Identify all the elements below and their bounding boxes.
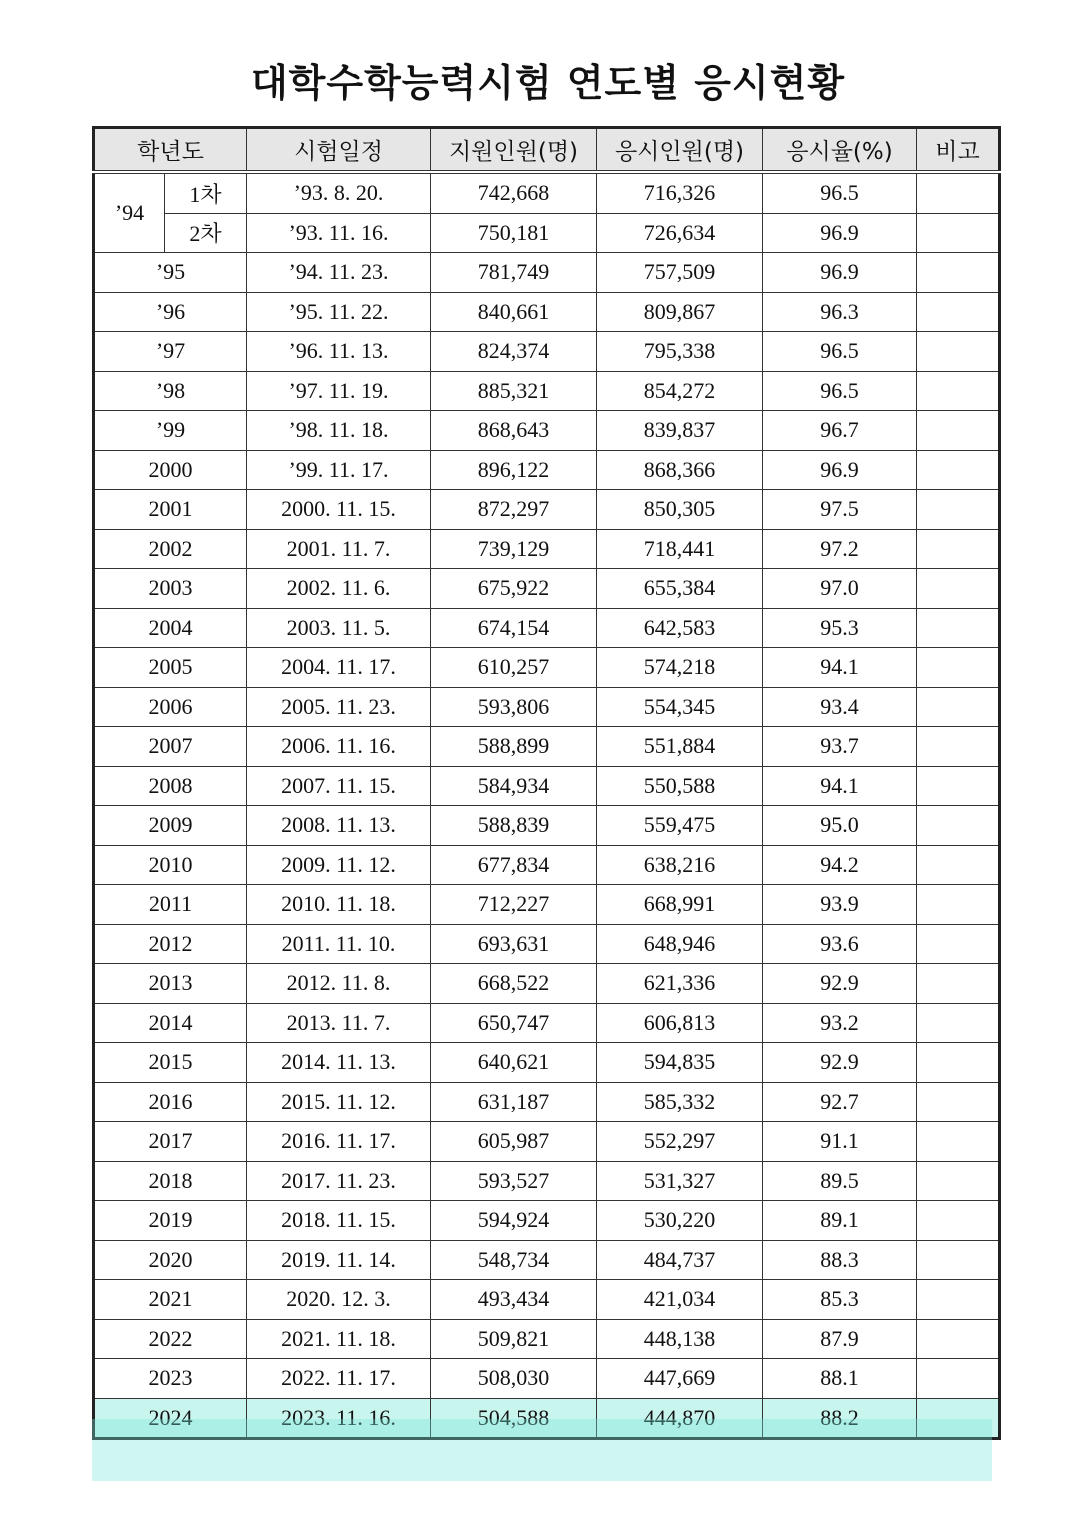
date-cell: 2000. 11. 15. bbox=[247, 490, 431, 530]
note-cell bbox=[917, 213, 1000, 253]
rate-cell: 96.7 bbox=[763, 411, 917, 451]
table-row bbox=[94, 1082, 1000, 1122]
note-cell bbox=[917, 1201, 1000, 1241]
year-cell: 2013 bbox=[94, 964, 247, 1004]
table-row bbox=[94, 1201, 1000, 1241]
date-cell: ’93. 11. 16. bbox=[247, 213, 431, 253]
year-cell: ’99 bbox=[94, 411, 247, 451]
date-cell: 2010. 11. 18. bbox=[247, 885, 431, 925]
examinees-cell: 552,297 bbox=[597, 1122, 763, 1162]
note-cell bbox=[917, 885, 1000, 925]
examinees-cell: 638,216 bbox=[597, 845, 763, 885]
note-cell bbox=[917, 332, 1000, 372]
header-examinees: 응시인원(명) bbox=[597, 128, 763, 173]
date-cell: ’99. 11. 17. bbox=[247, 450, 431, 490]
note-cell bbox=[917, 766, 1000, 806]
applicants-cell: 840,661 bbox=[431, 292, 597, 332]
note-cell bbox=[917, 964, 1000, 1004]
rate-cell: 91.1 bbox=[763, 1122, 917, 1162]
rate-cell: 94.2 bbox=[763, 845, 917, 885]
rate-cell: 89.1 bbox=[763, 1201, 917, 1241]
table-row bbox=[94, 569, 1000, 609]
date-cell: 2021. 11. 18. bbox=[247, 1319, 431, 1359]
examinees-cell: 530,220 bbox=[597, 1201, 763, 1241]
year-cell: ’95 bbox=[94, 253, 247, 293]
note-cell bbox=[917, 529, 1000, 569]
applicants-cell: 885,321 bbox=[431, 371, 597, 411]
header-rate: 응시율(%) bbox=[763, 128, 917, 173]
applicants-cell: 588,899 bbox=[431, 727, 597, 767]
applicants-cell: 631,187 bbox=[431, 1082, 597, 1122]
rate-cell: 93.6 bbox=[763, 924, 917, 964]
examinees-cell: 444,870 bbox=[597, 1398, 763, 1439]
applicants-cell: 548,734 bbox=[431, 1240, 597, 1280]
date-cell: 2008. 11. 13. bbox=[247, 806, 431, 846]
examinees-cell: 642,583 bbox=[597, 608, 763, 648]
rate-cell: 97.2 bbox=[763, 529, 917, 569]
examinees-cell: 606,813 bbox=[597, 1003, 763, 1043]
exam-stats-table bbox=[92, 126, 1001, 1440]
note-cell bbox=[917, 1043, 1000, 1083]
rate-cell: 97.0 bbox=[763, 569, 917, 609]
table-row bbox=[94, 529, 1000, 569]
rate-cell: 95.0 bbox=[763, 806, 917, 846]
date-cell: 2017. 11. 23. bbox=[247, 1161, 431, 1201]
table-row bbox=[94, 1398, 1000, 1439]
examinees-cell: 484,737 bbox=[597, 1240, 763, 1280]
rate-cell: 92.9 bbox=[763, 1043, 917, 1083]
date-cell: 2019. 11. 14. bbox=[247, 1240, 431, 1280]
year-cell: 2000 bbox=[94, 450, 247, 490]
applicants-cell: 509,821 bbox=[431, 1319, 597, 1359]
round-cell: 2차 bbox=[165, 213, 247, 253]
date-cell: 2013. 11. 7. bbox=[247, 1003, 431, 1043]
table-row bbox=[94, 885, 1000, 925]
examinees-cell: 716,326 bbox=[597, 172, 763, 213]
examinees-cell: 839,837 bbox=[597, 411, 763, 451]
note-cell bbox=[917, 1082, 1000, 1122]
year-cell: 2020 bbox=[94, 1240, 247, 1280]
year-cell: 2009 bbox=[94, 806, 247, 846]
rate-cell: 96.3 bbox=[763, 292, 917, 332]
rate-cell: 96.9 bbox=[763, 253, 917, 293]
note-cell bbox=[917, 806, 1000, 846]
note-cell bbox=[917, 411, 1000, 451]
table-row bbox=[94, 1043, 1000, 1083]
table-row bbox=[94, 1003, 1000, 1043]
examinees-cell: 585,332 bbox=[597, 1082, 763, 1122]
table-row bbox=[94, 292, 1000, 332]
round-cell: 1차 bbox=[165, 172, 247, 213]
table-row bbox=[94, 845, 1000, 885]
year-cell: ’94 bbox=[94, 172, 165, 253]
applicants-cell: 493,434 bbox=[431, 1280, 597, 1320]
table-row bbox=[94, 450, 1000, 490]
examinees-cell: 850,305 bbox=[597, 490, 763, 530]
rate-cell: 97.5 bbox=[763, 490, 917, 530]
date-cell: 2006. 11. 16. bbox=[247, 727, 431, 767]
header-grade-year: 학년도 bbox=[94, 128, 247, 173]
note-cell bbox=[917, 727, 1000, 767]
year-cell: ’98 bbox=[94, 371, 247, 411]
note-cell bbox=[917, 450, 1000, 490]
examinees-cell: 531,327 bbox=[597, 1161, 763, 1201]
note-cell bbox=[917, 292, 1000, 332]
applicants-cell: 588,839 bbox=[431, 806, 597, 846]
note-cell bbox=[917, 1161, 1000, 1201]
examinees-cell: 559,475 bbox=[597, 806, 763, 846]
rate-cell: 96.9 bbox=[763, 213, 917, 253]
year-cell: 2023 bbox=[94, 1359, 247, 1399]
applicants-cell: 508,030 bbox=[431, 1359, 597, 1399]
date-cell: 2007. 11. 15. bbox=[247, 766, 431, 806]
table-row bbox=[94, 253, 1000, 293]
examinees-cell: 594,835 bbox=[597, 1043, 763, 1083]
year-cell: 2014 bbox=[94, 1003, 247, 1043]
year-cell: 2010 bbox=[94, 845, 247, 885]
applicants-cell: 896,122 bbox=[431, 450, 597, 490]
year-cell: 2024 bbox=[94, 1398, 247, 1439]
applicants-cell: 594,924 bbox=[431, 1201, 597, 1241]
applicants-cell: 640,621 bbox=[431, 1043, 597, 1083]
date-cell: ’97. 11. 19. bbox=[247, 371, 431, 411]
note-cell bbox=[917, 845, 1000, 885]
applicants-cell: 593,806 bbox=[431, 687, 597, 727]
year-cell: 2017 bbox=[94, 1122, 247, 1162]
applicants-cell: 693,631 bbox=[431, 924, 597, 964]
year-cell: 2002 bbox=[94, 529, 247, 569]
year-cell: 2004 bbox=[94, 608, 247, 648]
date-cell: 2011. 11. 10. bbox=[247, 924, 431, 964]
year-cell: ’96 bbox=[94, 292, 247, 332]
examinees-cell: 668,991 bbox=[597, 885, 763, 925]
date-cell: 2002. 11. 6. bbox=[247, 569, 431, 609]
table-row bbox=[94, 924, 1000, 964]
applicants-cell: 610,257 bbox=[431, 648, 597, 688]
note-cell bbox=[917, 172, 1000, 213]
header-exam-date: 시험일정 bbox=[247, 128, 431, 173]
applicants-cell: 675,922 bbox=[431, 569, 597, 609]
date-cell: ’94. 11. 23. bbox=[247, 253, 431, 293]
applicants-cell: 674,154 bbox=[431, 608, 597, 648]
note-cell bbox=[917, 371, 1000, 411]
note-cell bbox=[917, 1280, 1000, 1320]
note-cell bbox=[917, 253, 1000, 293]
date-cell: 2020. 12. 3. bbox=[247, 1280, 431, 1320]
applicants-cell: 677,834 bbox=[431, 845, 597, 885]
rate-cell: 94.1 bbox=[763, 766, 917, 806]
rate-cell: 93.7 bbox=[763, 727, 917, 767]
applicants-cell: 605,987 bbox=[431, 1122, 597, 1162]
applicants-cell: 868,643 bbox=[431, 411, 597, 451]
applicants-cell: 504,588 bbox=[431, 1398, 597, 1439]
table-row bbox=[94, 964, 1000, 1004]
applicants-cell: 750,181 bbox=[431, 213, 597, 253]
table-row bbox=[94, 490, 1000, 530]
table-row bbox=[94, 172, 1000, 213]
year-cell: 2007 bbox=[94, 727, 247, 767]
rate-cell: 92.9 bbox=[763, 964, 917, 1004]
date-cell: ’95. 11. 22. bbox=[247, 292, 431, 332]
table-row bbox=[94, 371, 1000, 411]
rate-cell: 92.7 bbox=[763, 1082, 917, 1122]
table-row bbox=[94, 1161, 1000, 1201]
examinees-cell: 621,336 bbox=[597, 964, 763, 1004]
applicants-cell: 739,129 bbox=[431, 529, 597, 569]
rate-cell: 94.1 bbox=[763, 648, 917, 688]
note-cell bbox=[917, 1122, 1000, 1162]
applicants-cell: 781,749 bbox=[431, 253, 597, 293]
examinees-cell: 868,366 bbox=[597, 450, 763, 490]
note-cell bbox=[917, 1319, 1000, 1359]
table-row bbox=[94, 766, 1000, 806]
table-row bbox=[94, 332, 1000, 372]
examinees-cell: 574,218 bbox=[597, 648, 763, 688]
note-cell bbox=[917, 1240, 1000, 1280]
year-cell: 2012 bbox=[94, 924, 247, 964]
examinees-cell: 448,138 bbox=[597, 1319, 763, 1359]
rate-cell: 85.3 bbox=[763, 1280, 917, 1320]
examinees-cell: 554,345 bbox=[597, 687, 763, 727]
rate-cell: 93.4 bbox=[763, 687, 917, 727]
header-note: 비고 bbox=[917, 128, 1000, 173]
rate-cell: 95.3 bbox=[763, 608, 917, 648]
note-cell bbox=[917, 687, 1000, 727]
applicants-cell: 650,747 bbox=[431, 1003, 597, 1043]
table-row bbox=[94, 687, 1000, 727]
table-row bbox=[94, 1122, 1000, 1162]
date-cell: 2001. 11. 7. bbox=[247, 529, 431, 569]
examinees-cell: 726,634 bbox=[597, 213, 763, 253]
table-row bbox=[94, 806, 1000, 846]
year-cell: 2016 bbox=[94, 1082, 247, 1122]
date-cell: 2005. 11. 23. bbox=[247, 687, 431, 727]
note-cell bbox=[917, 490, 1000, 530]
rate-cell: 96.5 bbox=[763, 172, 917, 213]
date-cell: 2004. 11. 17. bbox=[247, 648, 431, 688]
note-cell bbox=[917, 608, 1000, 648]
note-cell bbox=[917, 1359, 1000, 1399]
date-cell: 2015. 11. 12. bbox=[247, 1082, 431, 1122]
applicants-cell: 584,934 bbox=[431, 766, 597, 806]
year-cell: 2001 bbox=[94, 490, 247, 530]
examinees-cell: 421,034 bbox=[597, 1280, 763, 1320]
rate-cell: 93.2 bbox=[763, 1003, 917, 1043]
year-cell: 2019 bbox=[94, 1201, 247, 1241]
rate-cell: 89.5 bbox=[763, 1161, 917, 1201]
date-cell: 2016. 11. 17. bbox=[247, 1122, 431, 1162]
examinees-cell: 655,384 bbox=[597, 569, 763, 609]
year-cell: ’97 bbox=[94, 332, 247, 372]
applicants-cell: 742,668 bbox=[431, 172, 597, 213]
date-cell: 2023. 11. 16. bbox=[247, 1398, 431, 1439]
rate-cell: 96.5 bbox=[763, 371, 917, 411]
year-cell: 2008 bbox=[94, 766, 247, 806]
date-cell: 2012. 11. 8. bbox=[247, 964, 431, 1004]
note-cell bbox=[917, 1398, 1000, 1439]
table-row bbox=[94, 1240, 1000, 1280]
table-row bbox=[94, 727, 1000, 767]
rate-cell: 96.5 bbox=[763, 332, 917, 372]
examinees-cell: 795,338 bbox=[597, 332, 763, 372]
rate-cell: 88.1 bbox=[763, 1359, 917, 1399]
examinees-cell: 648,946 bbox=[597, 924, 763, 964]
date-cell: ’93. 8. 20. bbox=[247, 172, 431, 213]
date-cell: 2022. 11. 17. bbox=[247, 1359, 431, 1399]
examinees-cell: 757,509 bbox=[597, 253, 763, 293]
date-cell: 2003. 11. 5. bbox=[247, 608, 431, 648]
rate-cell: 88.2 bbox=[763, 1398, 917, 1439]
examinees-cell: 550,588 bbox=[597, 766, 763, 806]
examinees-cell: 809,867 bbox=[597, 292, 763, 332]
rate-cell: 87.9 bbox=[763, 1319, 917, 1359]
rate-cell: 93.9 bbox=[763, 885, 917, 925]
examinees-cell: 551,884 bbox=[597, 727, 763, 767]
date-cell: ’98. 11. 18. bbox=[247, 411, 431, 451]
table-row bbox=[94, 1359, 1000, 1399]
date-cell: 2009. 11. 12. bbox=[247, 845, 431, 885]
page-title: 대학수학능력시험 연도별 응시현황 bbox=[250, 61, 846, 105]
applicants-cell: 712,227 bbox=[431, 885, 597, 925]
table-row bbox=[94, 411, 1000, 451]
year-cell: 2015 bbox=[94, 1043, 247, 1083]
year-cell: 2005 bbox=[94, 648, 247, 688]
year-cell: 2021 bbox=[94, 1280, 247, 1320]
note-cell bbox=[917, 569, 1000, 609]
table-row bbox=[94, 1319, 1000, 1359]
note-cell bbox=[917, 648, 1000, 688]
examinees-cell: 854,272 bbox=[597, 371, 763, 411]
rate-cell: 88.3 bbox=[763, 1240, 917, 1280]
year-cell: 2022 bbox=[94, 1319, 247, 1359]
header-applicants: 지원인원(명) bbox=[431, 128, 597, 173]
date-cell: ’96. 11. 13. bbox=[247, 332, 431, 372]
applicants-cell: 668,522 bbox=[431, 964, 597, 1004]
year-cell: 2006 bbox=[94, 687, 247, 727]
examinees-cell: 447,669 bbox=[597, 1359, 763, 1399]
table-row bbox=[94, 213, 1000, 253]
note-cell bbox=[917, 1003, 1000, 1043]
year-cell: 2003 bbox=[94, 569, 247, 609]
rate-cell: 96.9 bbox=[763, 450, 917, 490]
note-cell bbox=[917, 924, 1000, 964]
year-cell: 2011 bbox=[94, 885, 247, 925]
table-row bbox=[94, 1280, 1000, 1320]
date-cell: 2018. 11. 15. bbox=[247, 1201, 431, 1241]
date-cell: 2014. 11. 13. bbox=[247, 1043, 431, 1083]
table-row bbox=[94, 608, 1000, 648]
applicants-cell: 824,374 bbox=[431, 332, 597, 372]
table-header-row bbox=[94, 128, 1000, 173]
applicants-cell: 593,527 bbox=[431, 1161, 597, 1201]
year-cell: 2018 bbox=[94, 1161, 247, 1201]
examinees-cell: 718,441 bbox=[597, 529, 763, 569]
applicants-cell: 872,297 bbox=[431, 490, 597, 530]
table-row bbox=[94, 648, 1000, 688]
